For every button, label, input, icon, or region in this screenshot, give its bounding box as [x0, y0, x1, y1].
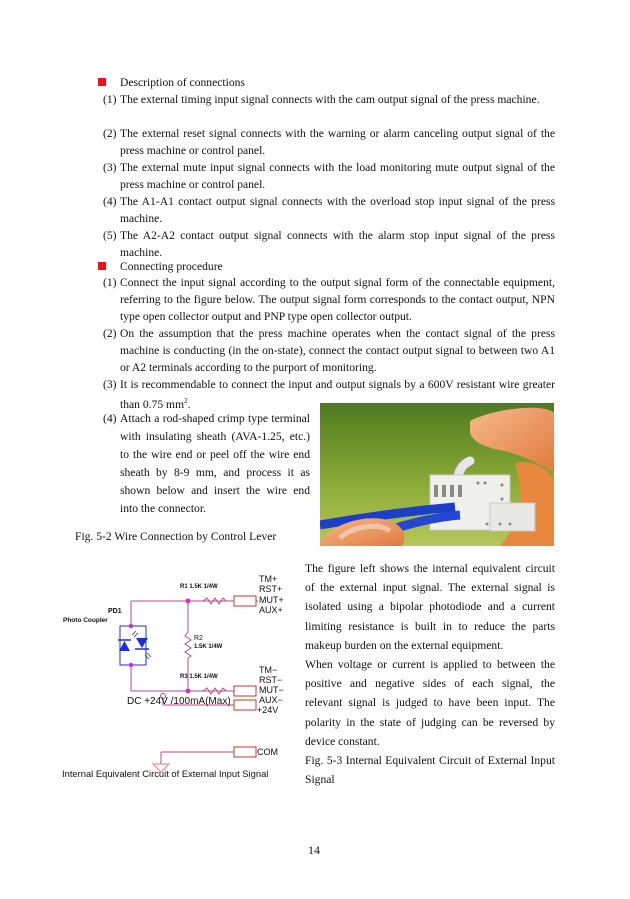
paragraph: The figure left shows the internal equivalent circuit of the external input signal. The external signal is isolated using a bipolar photodiode and a current limiting resistance is built in to reduce the parts makeup burden on the external equipment. — [305, 562, 555, 652]
list-item — [103, 274, 555, 325]
item-text-end: . — [187, 397, 191, 411]
circuit-diagram — [58, 565, 308, 785]
item-number: (5) — [103, 229, 117, 242]
list-item — [103, 325, 555, 376]
terminal-24v: +24V — [257, 705, 279, 715]
item-text: The external timing input signal connects with the cam output signal of the press machine. — [120, 93, 540, 106]
item-text-main: It is recommendable to connect the input and output signals by a 600V resistant wire greater than 0.75 mm — [120, 378, 555, 411]
terminal-mut-minus: MUT− — [259, 685, 284, 695]
section-heading-description: Description of connections — [120, 76, 245, 89]
connector-photo-image — [320, 403, 554, 546]
item-text: The external mute input signal connects with the load monitoring mute output signal of the press machine or control panel. — [120, 161, 555, 191]
item-number: (1) — [103, 93, 117, 106]
list-item — [103, 410, 310, 518]
list-item — [103, 193, 555, 227]
item-text: The A2-A2 contact output signal connects with the alarm stop input signal of the press machine. — [120, 229, 555, 259]
r2-label: R2 — [194, 635, 203, 642]
r1-label: R1 1.5K 1/4W — [180, 584, 218, 590]
item-number: (4) — [103, 412, 117, 425]
terminal-aux-plus: AUX+ — [259, 605, 283, 615]
item-number: (2) — [103, 127, 117, 140]
terminal-tm-minus: TM− — [259, 665, 278, 675]
circuit-caption: Internal Equivalent Circuit of External Input Signal — [62, 768, 269, 779]
red-square-bullet-icon — [98, 78, 106, 86]
connector-photo — [320, 403, 554, 546]
item-number: (1) — [103, 276, 117, 289]
terminal-rst-plus: RST+ — [259, 584, 283, 594]
item-number: (4) — [103, 195, 117, 208]
power-label: DC +24V /100mA(Max) — [127, 696, 231, 707]
terminal-rst-minus: RST− — [259, 675, 283, 685]
equivalent-circuit-diagram — [58, 565, 308, 785]
page-number: 14 — [308, 843, 320, 857]
r2-value: 1.5K 1/4W — [194, 644, 223, 650]
paragraph: When voltage or current is applied to between the positive and negative sides of each signal, the relevant signal is judged to have been input. The polarity in the state of judging can be reversed by device constant. — [305, 658, 555, 748]
figure-caption-5-2: Fig. 5-2 Wire Connection by Control Lever — [75, 530, 277, 543]
right-column-text — [305, 559, 555, 789]
photo-coupler-label: Photo Coupler — [63, 617, 108, 624]
item-number: (2) — [103, 327, 117, 340]
terminal-mut-plus: MUT+ — [259, 595, 284, 605]
figure-caption-5-3: Fig. 5-3 Internal Equivalent Circuit of External Input Signal — [305, 754, 555, 787]
list-item — [103, 227, 555, 261]
item-number: (3) — [103, 161, 117, 174]
pd1-label: PD1 — [108, 608, 122, 615]
item-text: On the assumption that the press machine operates when the contact signal of the press machine is conducting (in the on-state), connect the contact output signal to between two A1 or A2 terminals according to the purport of monitoring. — [120, 327, 555, 374]
red-square-bullet-icon — [98, 262, 106, 270]
list-item — [103, 125, 555, 159]
item-text: Attach a rod-shaped crimp type terminal with insulating sheath (AVA-1.25, etc.) to the wire end or peel off the wire end sheath by 8-9 mm, and process it as shown below and insert the wire end into the connector. — [120, 412, 310, 515]
terminal-com: COM — [257, 747, 278, 757]
terminal-tm-plus: TM+ — [259, 574, 278, 584]
terminal-aux-minus: AUX− — [259, 695, 283, 705]
item-text: The external reset signal connects with the warning or alarm canceling output signal of the press machine or control panel. — [120, 127, 555, 157]
item-text: Connect the input signal according to the output signal form of the connectable equipment, referring to the figure below. The output signal form corresponds to the contact output, NPN type open collector output and PNP type open collector output. — [120, 276, 555, 323]
item-number: (3) — [103, 378, 117, 391]
item-text: The A1-A1 contact output signal connects with the overload stop input signal of the press machine. — [120, 195, 555, 225]
r3-label: R3 1.5K 1/4W — [180, 674, 218, 680]
list-item — [103, 91, 555, 108]
section-heading-procedure: Connecting procedure — [120, 260, 223, 273]
superscript: 2 — [184, 397, 188, 405]
list-item — [103, 159, 555, 193]
